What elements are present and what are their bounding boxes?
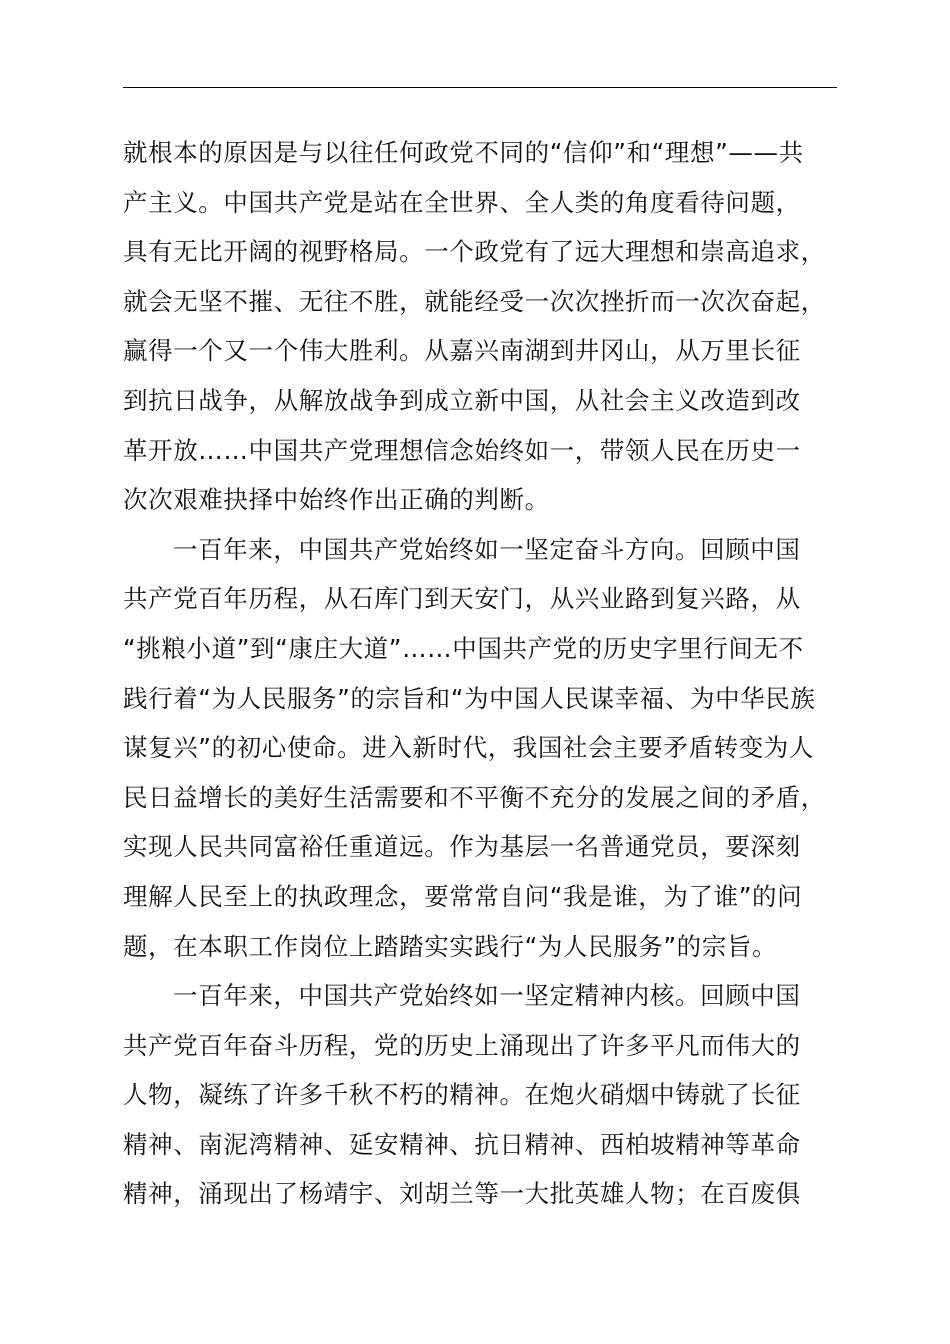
- text-line: 精神、南泥湾精神、延安精神、抗日精神、西柏坡精神等革命: [123, 1129, 801, 1159]
- paragraph-start-line: 一百年来，中国共产党始终如一坚定奋斗方向。回顾中国: [173, 534, 801, 564]
- text-line: 民日益增长的美好生活需要和不平衡不充分的发展之间的矛盾，: [123, 782, 826, 812]
- text-line: 产主义。中国共产党是站在全世界、全人类的角度看待问题，: [123, 187, 801, 217]
- text-line: 次次艰难抉择中始终作出正确的判断。: [123, 485, 550, 515]
- text-line: 人物，凝练了许多千秋不朽的精神。在炮火硝烟中铸就了长征: [123, 1080, 801, 1110]
- text-line: 谋复兴”的初心使命。进入新时代，我国社会主要矛盾转变为人: [123, 733, 814, 763]
- text-line: 共产党百年历程，从石库门到天安门，从兴业路到复兴路，从: [123, 584, 801, 614]
- text-line: 赢得一个又一个伟大胜利。从嘉兴南湖到井冈山，从万里长征: [123, 336, 801, 366]
- text-line: 实现人民共同富裕任重道远。作为基层一名普通党员，要深刻: [123, 832, 801, 862]
- text-line: 理解人民至上的执政理念，要常常自问“我是谁，为了谁”的问: [123, 881, 803, 911]
- text-line: “挑粮小道”到“康庄大道”……中国共产党的历史字里行间无不: [123, 633, 804, 663]
- text-line: 精神，涌现出了杨靖宇、刘胡兰等一大批英雄人物；在百废俱: [123, 1179, 801, 1209]
- text-line: 到抗日战争，从解放战争到成立新中国，从社会主义改造到改: [123, 385, 801, 415]
- text-line: 具有无比开阔的视野格局。一个政党有了远大理想和崇高追求，: [123, 237, 826, 267]
- text-line: 题，在本职工作岗位上踏踏实实践行“为人民服务”的宗旨。: [123, 931, 778, 961]
- paragraph-start-line: 一百年来，中国共产党始终如一坚定精神内核。回顾中国: [173, 981, 801, 1011]
- text-line: 就根本的原因是与以往任何政党不同的“信仰”和“理想”——共: [123, 138, 804, 167]
- text-line: 革开放……中国共产党理想信念始终如一，带领人民在历史一: [123, 435, 801, 465]
- body-text: [123, 128, 843, 1219]
- text-line: 共产党百年奋斗历程，党的历史上涌现出了许多平凡而伟大的: [123, 1030, 801, 1060]
- text-line: 践行着“为人民服务”的宗旨和“为中国人民谋幸福、为中华民族: [123, 683, 816, 713]
- text-line: 就会无坚不摧、无往不胜，就能经受一次次挫折而一次次奋起，: [123, 286, 826, 316]
- header-rule: [123, 87, 837, 88]
